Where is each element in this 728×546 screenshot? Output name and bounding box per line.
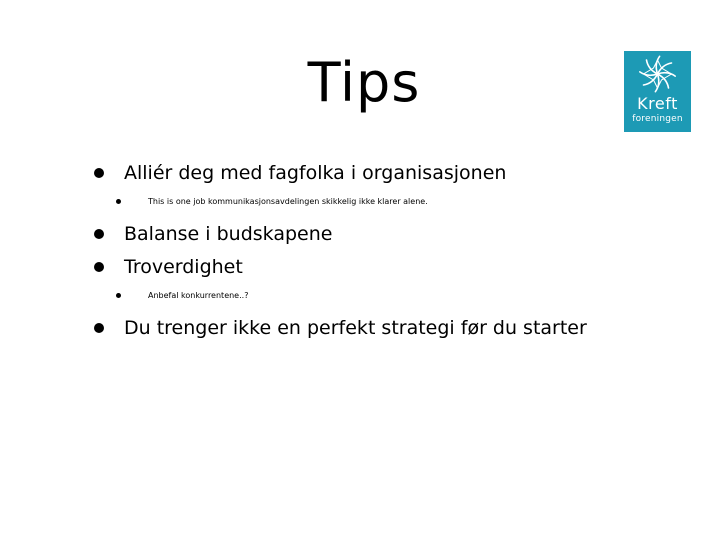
sub-bullet-dot: [116, 293, 121, 298]
logo-wordmark: Kreft: [637, 94, 678, 113]
bullet-text: Du trenger ikke en perfekt strategi før du starter: [124, 317, 587, 339]
sub-bullet-text: Anbefal konkurrentene..?: [148, 291, 249, 300]
sub-bullet-text: This is one job kommunikasjonsavdelingen skikkelig ikke klarer alene.: [148, 197, 428, 206]
kreftforeningen-logo: [624, 51, 691, 132]
bullet-dot: [94, 168, 104, 178]
logo-wordmark-sub: foreningen: [632, 114, 683, 124]
bullet-dot: [94, 229, 104, 239]
pinwheel-star-icon: [624, 51, 691, 95]
bullet-text: Balanse i budskapene: [124, 223, 333, 245]
slide-title: Tips: [307, 51, 421, 114]
bullet-dot: [94, 262, 104, 272]
bullet-text: Troverdighet: [124, 256, 243, 278]
bullet-text: Alliér deg med fagfolka i organisasjonen: [124, 162, 507, 184]
bullet-dot: [94, 323, 104, 333]
sub-bullet-dot: [116, 199, 121, 204]
